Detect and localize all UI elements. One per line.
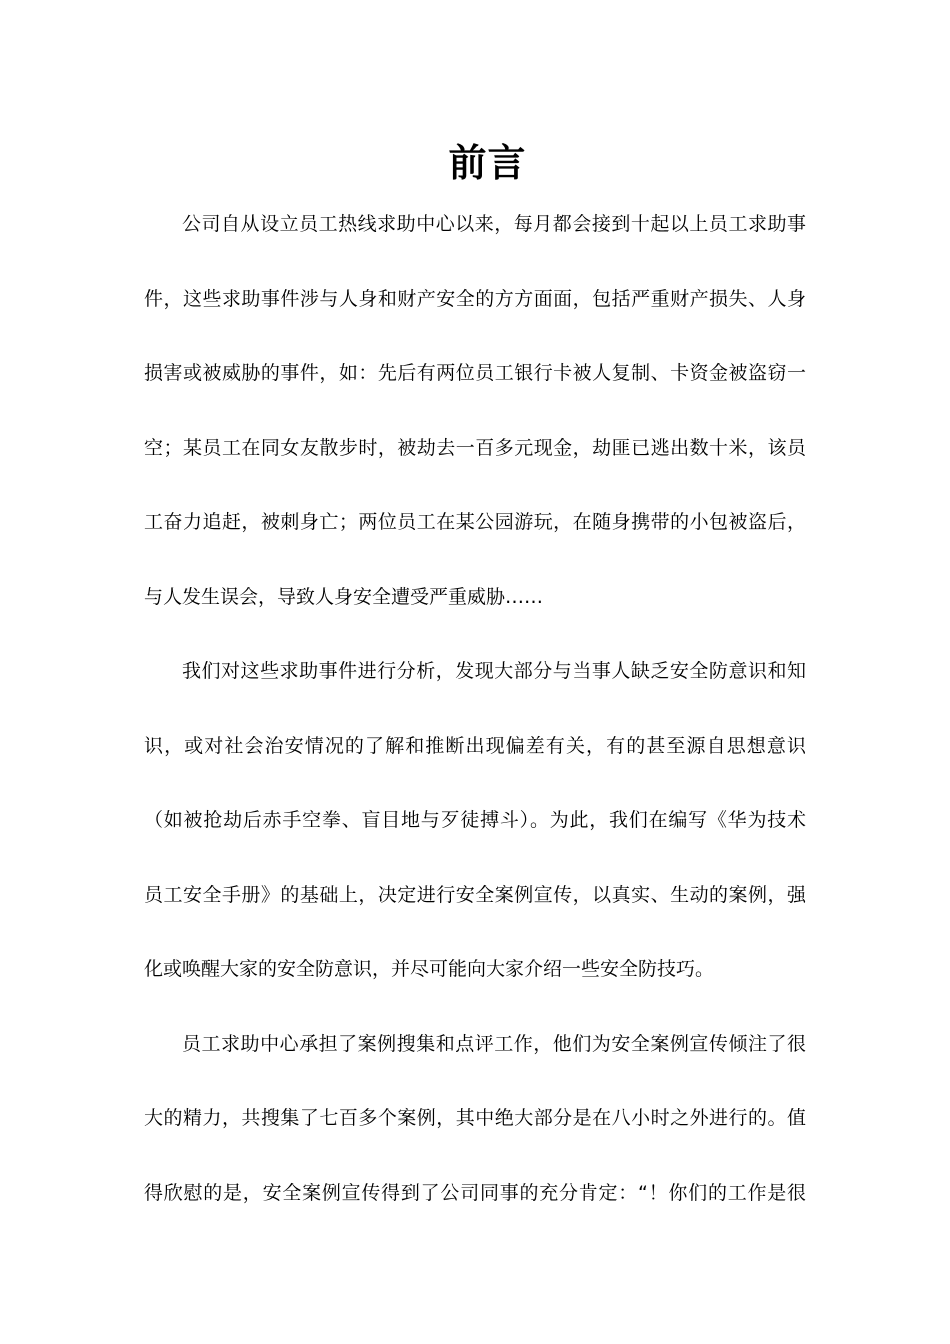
document-body — [144, 200, 806, 1243]
paragraph-1-line-1: 公司自从设立员工热线求助中心以来，每月都会接到十起以上员工求助事 — [182, 213, 806, 235]
paragraph-2-line-2: 识，或对社会治安情况的了解和推断出现偏差有关，有的甚至源自思想意识 — [144, 734, 806, 757]
page-title: 前言 — [448, 141, 527, 185]
paragraph-2-line-5: 化或唤醒大家的安全防意识，并尽可能向大家介绍一些安全防技巧。 — [144, 958, 715, 980]
paragraph-1-line-2: 件，这些求助事件涉与人身和财产安全的方方面面，包括严重财产损失、人身 — [144, 287, 806, 310]
paragraph-3-line-1: 员工求助中心承担了案例搜集和点评工作，他们为安全案例宣传倾注了很 — [182, 1032, 806, 1055]
paragraph-1-line-5: 工奋力追赶，被刺身亡；两位员工在某公园游玩，在随身携带的小包被盗后， — [144, 511, 806, 533]
paragraph-1-line-6: 与人发生误会，导致人身安全遭受严重威胁…… — [144, 585, 544, 608]
paragraph-3-line-3: 得欣慰的是，安全案例宣传得到了公司同事的充分肯定：“！你们的工作是很 — [144, 1181, 806, 1204]
paragraph-1-line-4: 空；某员工在同女友散步时，被劫去一百多元现金，劫匪已逃出数十米，该员 — [144, 436, 806, 459]
paragraph-2-line-3: （如被抢劫后赤手空拳、盲目地与歹徒搏斗）。为此，我们在编写《华为技术 — [144, 809, 806, 831]
paragraph-1-line-3: 损害或被威胁的事件，如：先后有两位员工银行卡被人复制、卡资金被盗窃一 — [144, 362, 806, 384]
paragraph-2-line-4: 员工安全手册》的基础上，决定进行安全案例宣传，以真实、生动的案例，强 — [144, 883, 806, 906]
paragraph-2-line-1: 我们对这些求助事件进行分析，发现大部分与当事人缺乏安全防意识和知 — [182, 660, 806, 682]
paragraph-3-line-2: 大的精力，共搜集了七百多个案例，其中绝大部分是在八小时之外进行的。值 — [144, 1107, 806, 1129]
